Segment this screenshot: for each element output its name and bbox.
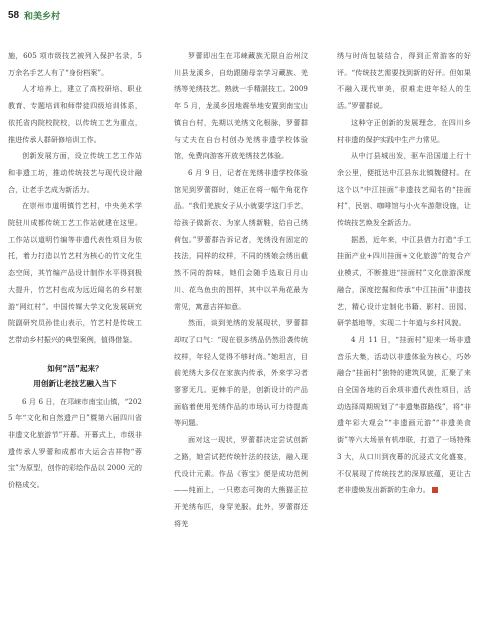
article-end-mark-icon (432, 487, 438, 493)
column-1 (8, 48, 142, 632)
paragraph: 创新发展方面，设立传统工艺工作站和非遗工坊，推动传统技艺与现代设计融合，让老手艺成为新活力。 (8, 151, 142, 194)
paragraph: 6 月 9 日，记者在羌绣非遗学校体验馆见到罗蕾群时，她正在将一幅牛角花作品。“我们羌族女子从小就要学这门手艺，给孩子做新衣、为家人绣新鞋，给自己绣荷包。”罗蕾群告诉记者，羌绣没有固定的技法，同样的纹样，不同的绣娘会绣出截然不同的韵味，她们会随手选取日月山川、花鸟鱼虫的图样，其中以羊角花最为常见，寓意吉祥如意。 (174, 167, 308, 311)
paragraph: 施，605 项市级技艺被列入保护名录，5 万余名手艺人有了“身份档案”。 (8, 51, 142, 77)
paragraph: 绣与时尚包装结合，得到正常游客的好评。“传统技艺需要找到新的好评。但如果不融入现代审美，很难走进年轻人的生活。”罗蕾群说。 (337, 51, 471, 111)
paragraph: 人才培养上，建立了高校研培、职业教育、专题培训和师带徒四级培训体系，依托省内院校院校，以传统工艺为重点，推进传承人群研修培训工作。 (8, 84, 142, 144)
magazine-title: 和美乡村 (24, 11, 61, 21)
paragraph: 这种守正创新的发展理念，在四川乡村非遗的保护实践中生产力常见。 (337, 117, 471, 144)
paragraph: 然而，谈到羌绣的发展现状，罗蕾群却叹了口气：“现在很多绣品仍然沿袭传统纹样，年轻人觉得不够时尚。”她坦言，目前羌绣大多仅在家族内传承，外来学习者寥寥无几。更棘手的是，创新设计的产品面临着使用羌绣作品的市场认可力待提高等问题。 (174, 318, 308, 428)
paragraph: 罗蕾即出生在邛崃藏族无限自治州汶川县龙溪乡，自幼跟随母亲学习藏族、羌绣等羌绣技艺。熟就一手精湛技工。2009 年 5 月，龙溪乡因地震举地安置到南宝山镇自台村，先期以羌绣文化根脉，罗蕾群与丈夫在自台村创办羌绣非遗学校体验馆，免费向游客开放羌绣技艺体验。 (174, 51, 308, 161)
page-number: 58 (8, 10, 20, 21)
paragraph: 6 月 6 日，在邛崃市南宝山镇，“2025 年“文化和自然遗产日”暨第六届四川省非遗文化旅游节”开幕。开幕式上，市级非遗传承人罗蕾和成都市大运会吉祥物“蓉宝”为原型，创作的彩绘作品以 2000 元的价格成交。 (8, 396, 142, 490)
column-2 (174, 48, 308, 632)
subheading-line-2: 用创新让老技艺融入当下 (33, 378, 117, 388)
paragraph: 据悉，近年来，中江县借力打造“手工挂面产业+四川挂面+文化旅游”的复合产业模式，不断推进“挂面村”文化旅游深度融合，深度挖掘和传承“中江挂面”非遗技艺，精心设计定制化书籍、影村、田园、研学基地等，实现二十年道与乡村风貌。 (337, 234, 471, 328)
paragraph: 面对这一现状，罗蕾群决定尝试创新之路，她尝试把传统针法的技法，融入现代设计元素。作品《蓉宝》便是成功范例——纯面上，一只憨态可掬的大熊猫正拉开羌绣布匹，身穿羌服。此外，罗蕾群还将羌 (174, 435, 308, 528)
paragraph-last (337, 332, 471, 499)
subheading-line-1: 如何“活”起来？ (47, 363, 103, 373)
paragraph: 在崇州市道明镇竹艺村，中央美术学院驻川成都传统工艺工作站就建在这里。工作站以道明竹编等非遗代表性项目为依托，着力打造以竹艺村为核心的竹文化生态空间，其竹编产品设计制作水平得到极大提升，竹艺村也成为远近闻名的乡村旅游“网红村”。中国传媒大学文化发展研究院副研究员孙佳山表示，竹艺村是传统工艺带动乡村振兴的典型案例，值得借鉴。 (8, 201, 142, 344)
paragraph-text: 4 月 11 日，“挂面村”迎来一场非遗音乐大集，活动以非遗体验为核心，巧妙融合“挂面村”独特的建筑风貌，汇聚了来自全国各地的百余项非遗代表性项目，活动选择周期规划了“非遗集群路线”，将“非遗年彩大观会”“非遗画元游”“非遗美食街”等六大场景有机串联，打造了一场特殊 3 大，从口川到夜幕的沉浸式文化盛宴，不仅展现了传统技艺的深厚底蕴，更让古老非遗焕发出新新的生命力。 (337, 334, 471, 495)
paragraph: 从中汀县城出发，驱车沿国道上行十余公里，便抵达中江县东北镇魏健村。在这个以“中江挂面”非遗技艺闻名的“挂面村”，民宿、咖啡馆与小火车游憩设施，让传统技艺焕发全新活力。 (337, 151, 471, 228)
column-3 (337, 48, 471, 632)
section-subheading (8, 361, 142, 391)
